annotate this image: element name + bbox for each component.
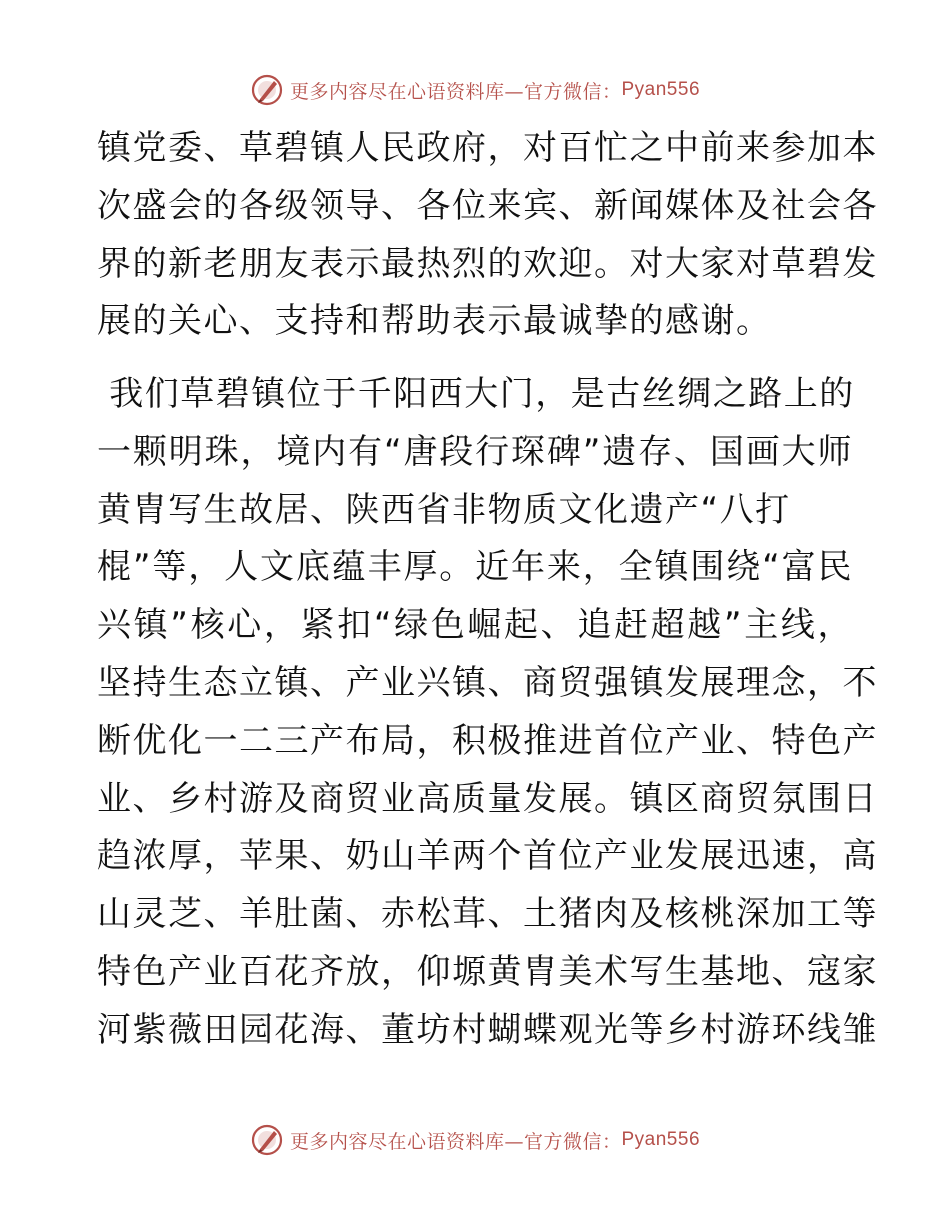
watermark-id: Pyan556 bbox=[621, 1129, 701, 1150]
text-line: 界的新老朋友表示最热烈的欢迎。对大家对草碧发 bbox=[97, 243, 878, 284]
text-line: 特色产业百花齐放，仰塬黄胄美术写生基地、寇家 bbox=[97, 951, 878, 992]
paragraph-1 bbox=[97, 120, 878, 351]
text-line: 展的关心、支持和帮助表示最诚挚的感谢。 bbox=[97, 301, 772, 342]
text-line: 镇党委、草碧镇人民政府，对百忙之中前来参加本 bbox=[97, 128, 878, 168]
pen-logo-icon bbox=[250, 1123, 284, 1157]
text-line: 业、乡村游及商贸业高质量发展。镇区商贸氛围日 bbox=[97, 778, 878, 819]
watermark-text: 更多内容尽在心语资料库—官方微信： bbox=[289, 80, 622, 103]
pen-logo-icon bbox=[250, 73, 284, 107]
text-line: 兴镇”核心，紧扣“绿色崛起、追赶超越”主线， bbox=[97, 605, 853, 646]
header-watermark bbox=[0, 70, 950, 110]
text-line: 坚持生态立镇、产业兴镇、商贸强镇发展理念，不 bbox=[97, 662, 878, 703]
text-line: 我们草碧镇位于千阳西大门，是古丝绸之路上的 bbox=[97, 374, 855, 414]
text-line: 山灵芝、羊肚菌、赤松茸、土猪肉及核桃深加工等 bbox=[97, 894, 878, 935]
watermark-id: Pyan556 bbox=[621, 79, 701, 100]
text-line: 一颗明珠，境内有“唐段行琛碑”遗存、国画大师 bbox=[97, 431, 853, 472]
text-line: 河紫薇田园花海、董坊村蝴蝶观光等乡村游环线雏 bbox=[97, 1009, 878, 1050]
footer-watermark bbox=[0, 1120, 950, 1160]
text-line: 次盛会的各级领导、各位来宾、新闻媒体及社会各 bbox=[97, 185, 878, 226]
paragraph-2 bbox=[97, 366, 878, 1060]
watermark-text: 更多内容尽在心语资料库—官方微信： bbox=[289, 1130, 622, 1153]
text-line: 黄胄写生故居、陕西省非物质文化遗产“八打 bbox=[97, 489, 791, 530]
text-line: 棍”等，人文底蕴丰厚。近年来，全镇围绕“富民 bbox=[97, 547, 853, 588]
text-line: 趋浓厚，苹果、奶山羊两个首位产业发展迅速，高 bbox=[97, 836, 878, 877]
text-line: 断优化一二三产布局，积极推进首位产业、特色产 bbox=[97, 720, 878, 761]
